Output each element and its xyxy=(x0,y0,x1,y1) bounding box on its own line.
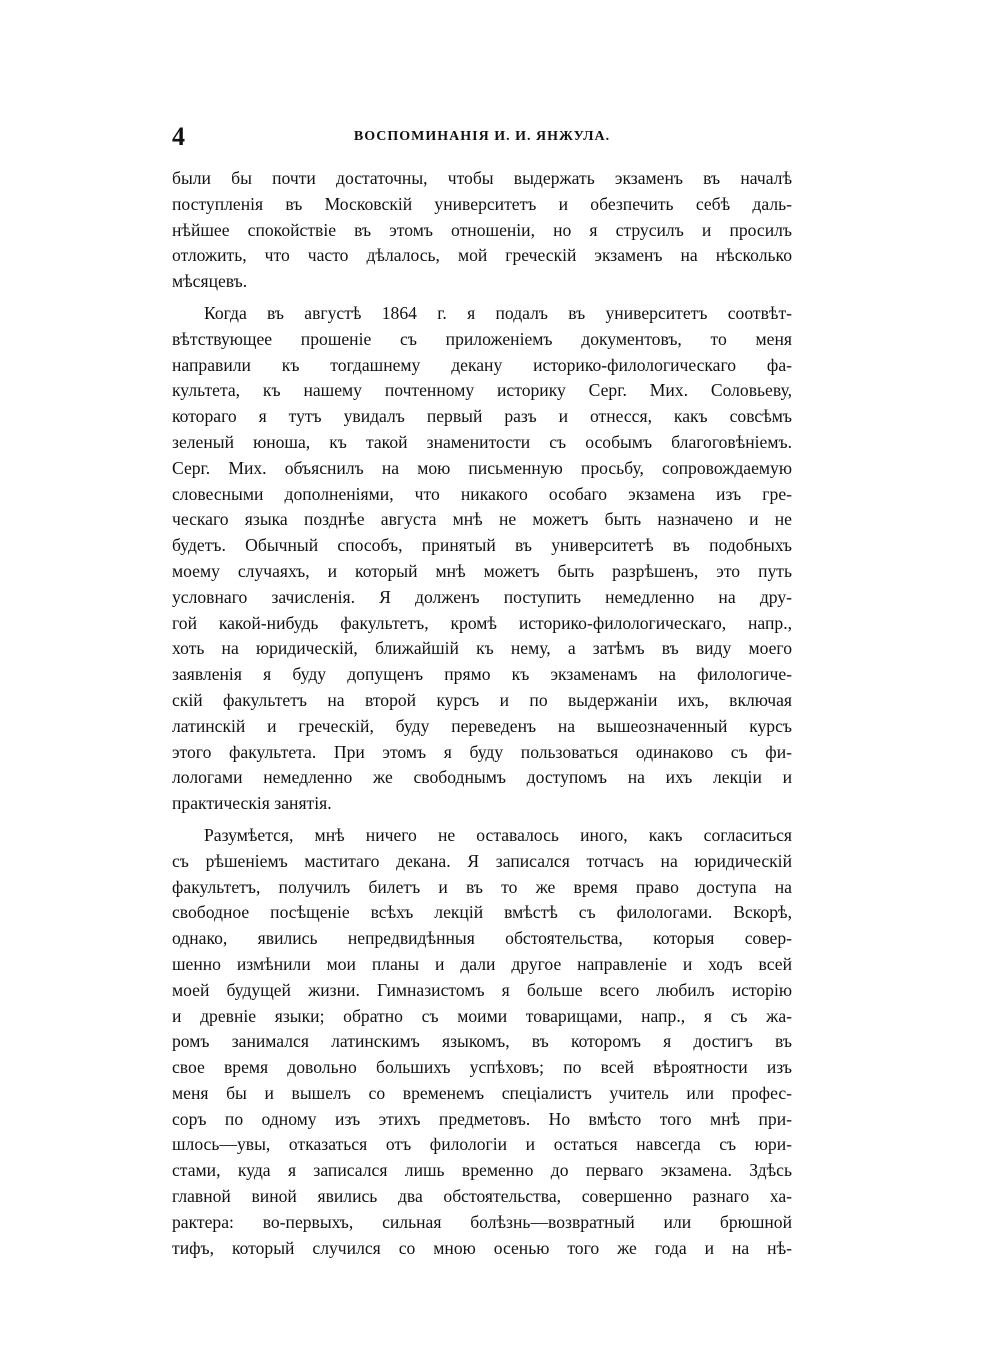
text-line: моему случаяхъ, и который мнѣ можетъ быть разрѣшенъ, это путь xyxy=(172,560,792,581)
text-line: словесными дополненіями, что никакого особаго экзамена изъ гре- xyxy=(172,483,792,504)
text-line: рактера: во-первыхъ, сильная болѣзнь—возвратный или брюшной xyxy=(172,1211,792,1232)
text-line: латинскій и греческій, буду переведенъ на вышеозначенный курсъ xyxy=(172,715,792,736)
text-line: ромъ занимался латинскимъ языкомъ, въ которомъ я достигъ въ xyxy=(172,1031,792,1052)
text-line: заявленія я буду допущенъ прямо къ экзаменамъ на филологиче- xyxy=(172,664,792,685)
text-line: главной виной явились два обстоятельства, совершенно разнаго ха- xyxy=(172,1186,792,1207)
text-line: нѣйшее спокойствіе въ этомъ отношеніи, но я струсилъ и просилъ xyxy=(172,219,792,240)
text-line: зеленый юноша, къ такой знаменитости съ особымъ благоговѣніемъ. xyxy=(172,431,792,452)
text-line: вѣтствующее прошеніе съ приложеніемъ документовъ, то меня xyxy=(172,328,792,349)
text-line: будетъ. Обычный способъ, принятый въ университетѣ въ подобныхъ xyxy=(172,535,792,556)
paragraph-3 xyxy=(172,823,792,1262)
text-line: лологами немедленно же свободнымъ доступомъ на ихъ лекціи и xyxy=(172,767,792,788)
text-line: направили къ тогдашнему декану историко-филологическаго фа- xyxy=(172,354,792,375)
text-line: соръ по одному изъ этихъ предметовъ. Но вмѣсто того мнѣ при- xyxy=(172,1108,792,1129)
page-number: 4 xyxy=(172,122,185,151)
text-line: этого факультета. При этомъ я буду пользоваться одинаково съ фи- xyxy=(172,741,792,762)
text-line: свободное посѣщеніе всѣхъ лекцій вмѣстѣ съ филологами. Вскорѣ, xyxy=(172,902,792,923)
text-line: Разумѣется, мнѣ ничего не оставалось иного, какъ согласиться xyxy=(204,824,792,845)
text-line: отложить, что часто дѣлалось, мой греческій экзаменъ на нѣсколько xyxy=(172,245,792,266)
body-text xyxy=(172,166,792,1261)
text-line: шлось—увы, отказаться отъ филологіи и остаться навсегда съ юри- xyxy=(172,1134,792,1155)
text-line: шенно измѣнили мои планы и дали другое направленіе и ходъ всей xyxy=(172,953,792,974)
text-line: хоть на юридическій, ближайшій къ нему, а затѣмъ въ виду моего xyxy=(172,638,792,659)
text-line: стами, куда я записался лишь временно до перваго экзамена. Здѣсь xyxy=(172,1160,792,1181)
paragraph-1 xyxy=(172,166,792,295)
text-line: свое время довольно большихъ успѣховъ; по всей вѣроятности изъ xyxy=(172,1057,792,1078)
text-line: однако, явились непредвидѣнныя обстоятельства, которыя совер- xyxy=(172,928,792,949)
text-line: поступленія въ Московскій университетъ и обезпечить себѣ даль- xyxy=(172,193,792,214)
text-line: котораго я тутъ увидалъ первый разъ и отнесся, какъ совсѣмъ xyxy=(172,406,792,427)
text-line: ческаго языка позднѣе августа мнѣ не можетъ быть назначено и не xyxy=(172,509,792,530)
text-line: съ рѣшеніемъ маститаго декана. Я записался тотчасъ на юридическій xyxy=(172,850,792,871)
text-line: практическія занятія. xyxy=(172,793,332,814)
text-line: тифъ, который случился со мною осенью того же года и на нѣ- xyxy=(172,1237,792,1258)
text-line: моей будущей жизни. Гимназистомъ я больше всего любилъ исторію xyxy=(172,979,792,1000)
text-line: условнаго зачисленія. Я долженъ поступить немедленно на дру- xyxy=(172,586,792,607)
text-line: меня бы и вышелъ со временемъ спеціалистъ учитель или профес- xyxy=(172,1082,792,1103)
text-line: гой какой-нибудь факультетъ, кромѣ историко-филологическаго, напр., xyxy=(172,612,792,633)
text-line: Серг. Мих. объяснилъ на мою письменную просьбу, сопровождаемую xyxy=(172,457,792,478)
text-line: были бы почти достаточны, чтобы выдержать экзаменъ въ началѣ xyxy=(172,168,792,188)
text-line: мѣсяцевъ. xyxy=(172,271,248,292)
page-header xyxy=(172,122,792,152)
text-line: скій факультетъ на второй курсъ и по выдержаніи ихъ, включая xyxy=(172,689,792,710)
text-line: Когда въ августѣ 1864 г. я подалъ въ университетъ соотвѣт- xyxy=(204,302,792,323)
text-line: культета, къ нашему почтенному историку Серг. Мих. Соловьеву, xyxy=(172,380,792,401)
text-line: и древніе языки; обратно съ моими товарищами, напр., я съ жа- xyxy=(172,1005,792,1026)
running-head: ВОСПОМИНАНІЯ И. И. ЯНЖУЛА. xyxy=(353,129,611,144)
paragraph-2 xyxy=(172,301,792,817)
text-line: факультетъ, получилъ билетъ и въ то же время право доступа на xyxy=(172,876,792,897)
